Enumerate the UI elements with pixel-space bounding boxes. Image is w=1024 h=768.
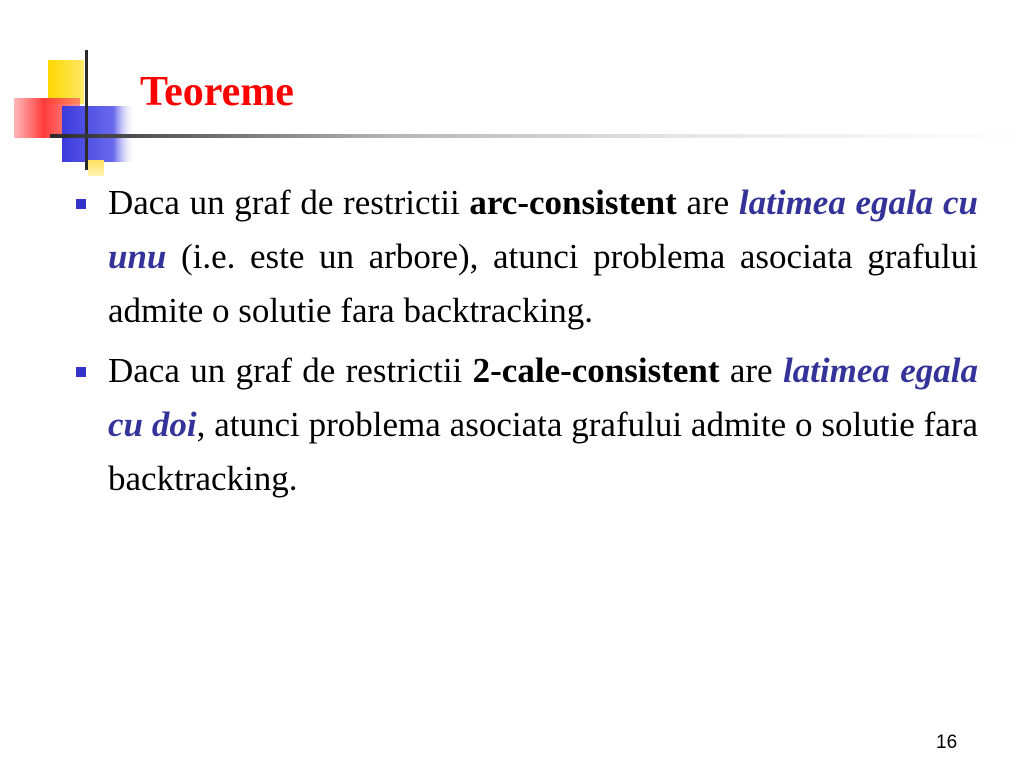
bullet-text-post: (i.e. este un arbore), atunci problema asociata grafului admite o solutie fara backtracking.: [108, 237, 978, 330]
bullet-item: [72, 344, 978, 506]
bullet-text-mid: are: [719, 351, 783, 390]
bullet-strong-term: 2-cale-consistent: [472, 351, 720, 390]
bullet-text: [108, 351, 978, 498]
square-bullet-icon: [76, 199, 86, 209]
deco-small-yellow-square: [88, 160, 104, 176]
bullet-text: [108, 183, 978, 330]
bullet-strong-term: arc-consistent: [469, 183, 677, 222]
decorative-squares-graphic: [0, 0, 150, 180]
deco-vertical-line: [85, 50, 88, 170]
square-bullet-icon: [76, 367, 86, 377]
bullet-text-pre: Daca un graf de restrictii: [108, 183, 470, 222]
bullet-list: [72, 176, 978, 512]
bullet-item: [72, 176, 978, 338]
bullet-text-post: , atunci problema asociata grafului admite o solutie fara backtracking.: [108, 405, 978, 498]
bullet-emphasis: latimea egala cu unu: [108, 183, 978, 276]
title-underline: [50, 134, 1024, 138]
bullet-emphasis: latimea egala cu doi: [108, 351, 978, 444]
bullet-text-mid: are: [676, 183, 739, 222]
bullet-text-pre: Daca un graf de restrictii: [108, 351, 473, 390]
slide-title: Teoreme: [140, 69, 294, 115]
deco-yellow-square: [48, 60, 84, 104]
page-number: 16: [936, 732, 958, 753]
